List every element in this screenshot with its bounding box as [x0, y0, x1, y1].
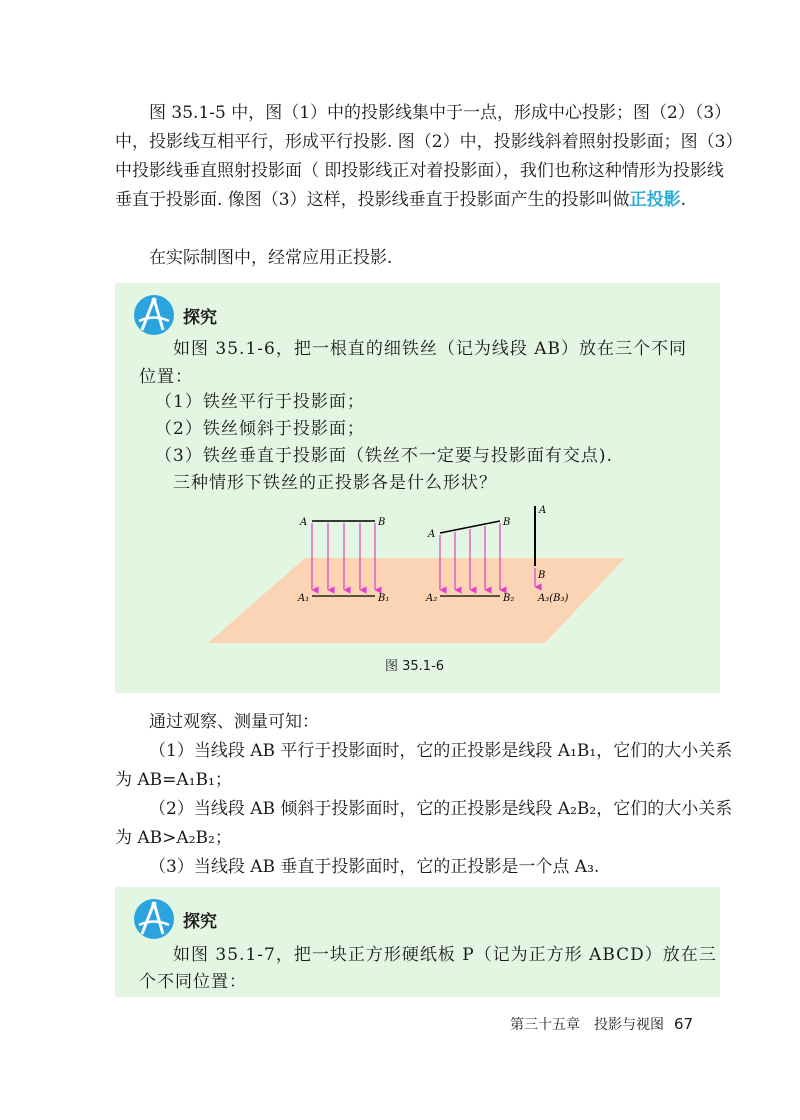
label-a2: A₂	[426, 593, 438, 604]
box1-line-1: 如图 35.1-6，把一根直的细铁丝（记为线段 AB）放在三个不同	[173, 339, 687, 359]
explore-title: 探究	[183, 307, 217, 328]
explore-compass-icon	[133, 294, 175, 336]
explore-header-2	[133, 897, 217, 941]
explore-title-2: 探究	[183, 911, 217, 932]
label-b-3: B	[538, 570, 546, 581]
explore-compass-icon	[133, 898, 175, 940]
explore-header	[133, 293, 217, 337]
box1-line-2: 位置：	[139, 367, 193, 387]
box2-line-1: 如图 35.1-7，把一块正方形硬纸板 P（记为正方形 ABCD）放在三	[173, 945, 717, 965]
label-a-2: A	[428, 529, 436, 540]
box1-line-5: （3）铁丝垂直于投影面（铁丝不一定要与投影面有交点).	[155, 446, 613, 466]
intro-text: 图 35.1-5 中，图（1）中的投影线集中于一点，形成中心投影；图（2）（3）中，投影线互相平行，形成平行投影. 图（2）中，投影线斜着照射投影面；图（3）中投影线垂直照射投影面（ 即投影线正对着投影面），我们也称这种情形为投影线垂直于投影面. 像图（3）这样，投影线垂直于投影面产生的投影叫做	[115, 103, 734, 210]
intro-end: .	[680, 190, 687, 210]
page-footer	[510, 1014, 693, 1034]
practice-sentence: 在实际制图中，经常应用正投影.	[149, 248, 393, 268]
label-a-1: A	[300, 517, 308, 528]
label-b1: B₁	[378, 593, 390, 604]
intro-paragraph	[115, 99, 735, 215]
label-a1: A₁	[298, 593, 310, 604]
label-b-1: B	[378, 517, 386, 528]
explore-box-1	[115, 283, 720, 693]
observe-head: 通过观察、测量可知：	[149, 712, 319, 732]
figure-caption: 图 35.1-6	[385, 659, 445, 674]
box1-line-4: （2）铁丝倾斜于投影面；	[155, 419, 365, 439]
label-b2: B₂	[503, 593, 515, 604]
label-b-2: B	[503, 517, 511, 528]
box1-line-6: 三种情形下铁丝的正投影各是什么形状？	[173, 473, 497, 493]
chapter-title: 第三十五章 投影与视图	[510, 1017, 664, 1033]
explore-box-2	[115, 887, 720, 997]
observe-result-2: （2）当线段 AB 倾斜于投影面时，它的正投影是线段 A₂B₂，它们的大小关系为 AB>A₂B₂；	[115, 799, 733, 848]
page-number: 67	[674, 1015, 694, 1033]
observe-result-3: （3）当线段 AB 垂直于投影面时，它的正投影是一个点 A₃.	[149, 857, 600, 877]
observe-result-1: （1）当线段 AB 平行于投影面时，它的正投影是线段 A₁B₁，它们的大小关系为 AB=A₁B₁；	[115, 741, 733, 790]
label-a-3: A	[539, 505, 547, 516]
box1-line-3: （1）铁丝平行于投影面；	[155, 392, 365, 412]
figure-35-1-6	[200, 503, 630, 648]
label-a3-b3: A₃(B₃)	[538, 593, 569, 604]
term-orthographic-projection: 正投影	[629, 190, 681, 210]
box2-line-2: 个不同位置：	[139, 972, 247, 992]
